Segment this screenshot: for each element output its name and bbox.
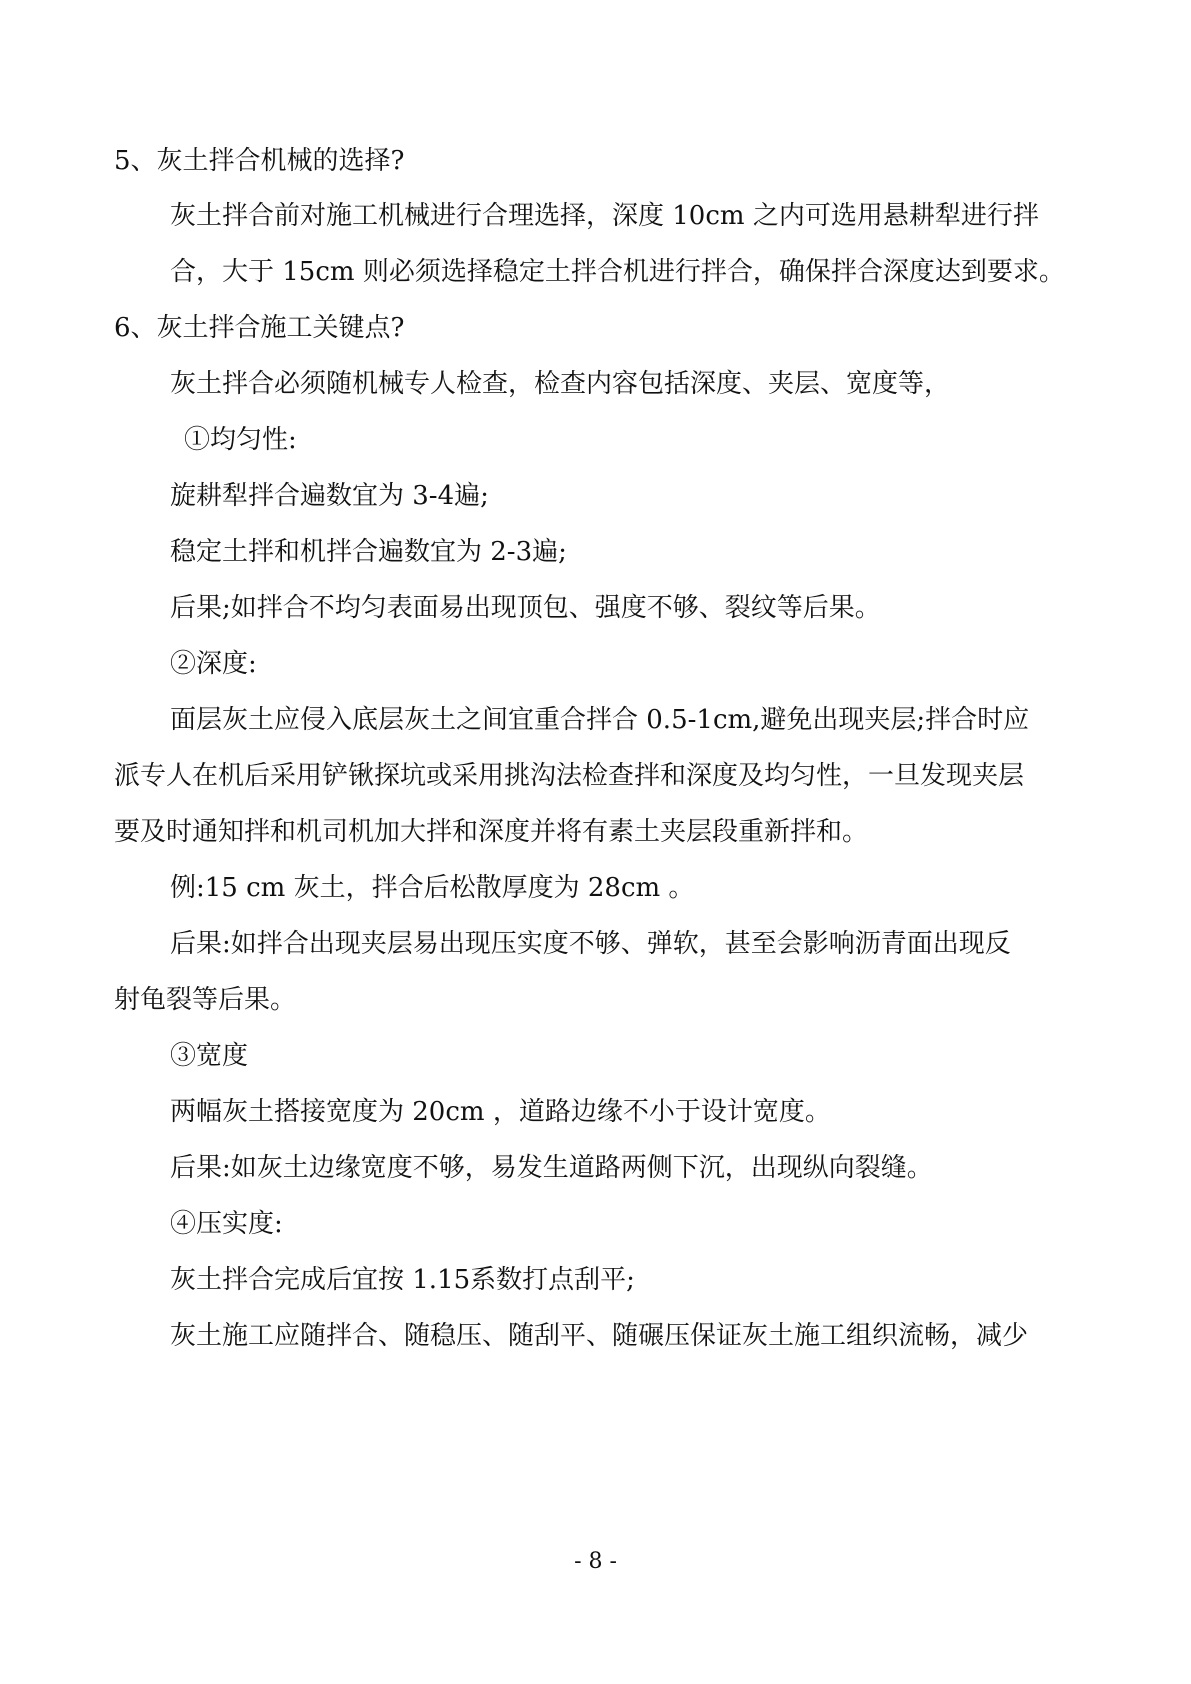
item-1-line-3: 后果;如拌合不均匀表面易出现顶包、强度不够、裂纹等后果。 xyxy=(170,593,881,623)
item-3-line-2: 后果:如灰土边缘宽度不够，易发生道路两侧下沉，出现纵向裂缝。 xyxy=(170,1153,933,1183)
item-2-paragraph-line-1: 面层灰土应侵入底层灰土之间宜重合拌合 0.5-1cm,避免出现夹层;拌合时应 xyxy=(170,705,1030,735)
section-5-paragraph-line-1: 灰土拌合前对施工机械进行合理选择，深度 10cm 之内可选用悬耕犁进行拌 xyxy=(170,201,1039,231)
item-1-line-2: 稳定土拌和机拌合遍数宜为 2-3遍; xyxy=(170,537,567,567)
item-2-result-line-2: 射龟裂等后果。 xyxy=(114,985,297,1015)
page-number: - 8 - xyxy=(574,1549,617,1574)
section-5-paragraph-line-2: 合，大于 15cm 则必须选择稳定土拌合机进行拌合，确保拌合深度达到要求。 xyxy=(170,257,1065,287)
item-2-paragraph-line-2: 派专人在机后采用铲锹探坑或采用挑沟法检查拌和深度及均匀性，一旦发现夹层 xyxy=(114,761,1025,791)
item-2-result-line-1: 后果:如拌合出现夹层易出现压实度不够、弹软，甚至会影响沥青面出现反 xyxy=(170,929,1011,959)
item-1-title: ①均匀性: xyxy=(184,425,297,455)
item-2-title: ②深度: xyxy=(170,649,257,679)
item-3-title: ③宽度 xyxy=(170,1041,249,1071)
section-5-heading: 5、灰土拌合机械的选择? xyxy=(114,146,405,176)
item-2-paragraph-line-3: 要及时通知拌和机司机加大拌和深度并将有素土夹层段重新拌和。 xyxy=(114,817,869,847)
item-4-line-2: 灰土施工应随拌合、随稳压、随刮平、随碾压保证灰土施工组织流畅，减少 xyxy=(170,1321,1029,1351)
section-6-heading: 6、灰土拌合施工关键点? xyxy=(114,313,405,343)
item-3-line-1: 两幅灰土搭接宽度为 20cm ，道路边缘不小于设计宽度。 xyxy=(170,1097,831,1127)
item-4-line-1: 灰土拌合完成后宜按 1.15系数打点刮平; xyxy=(170,1265,635,1295)
item-2-example: 例:15 cm 灰土，拌合后松散厚度为 28cm 。 xyxy=(170,873,695,903)
section-6-intro: 灰土拌合必须随机械专人检查，检查内容包括深度、夹层、宽度等， xyxy=(170,369,951,399)
item-1-line-1: 旋耕犁拌合遍数宜为 3-4遍; xyxy=(170,481,489,511)
item-4-title: ④压实度: xyxy=(170,1209,283,1239)
